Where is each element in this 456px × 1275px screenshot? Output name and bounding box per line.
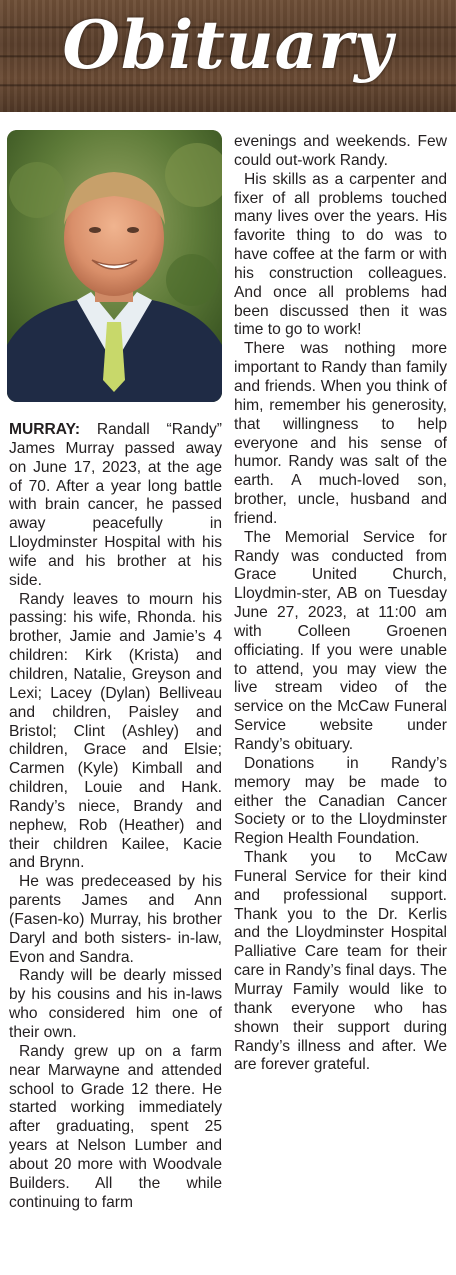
portrait-photo bbox=[7, 130, 222, 402]
portrait-illustration bbox=[7, 130, 222, 402]
obituary-paragraph: Randy will be dearly missed by his cousins and his in-laws who considered him one of their own. bbox=[9, 967, 222, 1041]
obituary-paragraph: The Memorial Service for Randy was conducted from Grace United Church, Lloydmin-ster, AB on Tuesday June 27, 2023, at 11:00 am with Colleen Groenen officiating. If you were unable to attend, you may view the live stream video of the service on the McCaw Funeral Service website under Randy’s obituary. bbox=[234, 528, 447, 753]
deceased-surname: MURRAY: bbox=[9, 421, 81, 438]
obituary-paragraph bbox=[9, 421, 222, 591]
obituary-paragraph: Randy leaves to mourn his passing: his wife, Rhonda. his brother, Jamie and Jamie’s 4 children: Kirk (Krista) and children, Natalie, Greyson and Lexi; Lacey (Dylan) Belliveau and children, Paisley and Bristol; Clint (Ashley) and children, Grace and Elsie; Carmen (Kyle) Kimball and children, Louie and Hank. Randy’s niece, Brandy and nephew, Rob (Heather) and their children Kailee, Kacie and Brynn. bbox=[9, 590, 222, 872]
obituary-paragraph: Donations in Randy’s memory may be made to either the Canadian Cancer Society or to the Lloydminster Region Health Foundation. bbox=[234, 754, 447, 848]
obituary-paragraph: evenings and weekends. Few could out-work Randy. bbox=[234, 133, 447, 169]
paragraph-text: Randall “Randy” James Murray passed away on June 17, 2023, at the age of 70. After a year long battle with brain cancer, he passed away peacefully in Lloydminster Hospital with his wife and his brother at his side. bbox=[9, 421, 222, 589]
obituary-paragraph: Randy grew up on a farm near Marwayne and attended school to Grade 12 there. He started working immediately after graduating, spent 25 years at Nelson Lumber and about 20 more with Woodvale Builders. All the while continuing to farm bbox=[9, 1042, 222, 1211]
obituary-left-column bbox=[9, 421, 222, 1212]
banner-title: Obituary bbox=[62, 6, 394, 84]
obituary-paragraph: He was predeceased by his parents James and Ann (Fasen-ko) Murray, his brother Daryl and both sisters- in-law, Evon and Sandra. bbox=[9, 873, 222, 966]
obituary-right-column bbox=[234, 133, 447, 1075]
obituary-banner bbox=[0, 0, 456, 112]
obituary-paragraph: There was nothing more important to Randy than family and friends. When you think of him, remember his generosity, that willingness to help everyone and his sense of humor. Randy was salt of the earth. A much-loved son, brother, uncle, husband and friend. bbox=[234, 340, 447, 527]
obituary-paragraph: Thank you to McCaw Funeral Service for their kind and professional support. Thank you to the Dr. Kerlis and the Lloydminster Hospital Palliative Care team for their care in Randy’s final days. The Murray Family would like to thank everyone who has shown their support during Randy’s illness and after. We are forever grateful. bbox=[234, 849, 447, 1074]
obituary-paragraph: His skills as a carpenter and fixer of all problems touched many lives over the years. His favorite thing to do was to have coffee at the farm or with his construction colleagues. And once all problems had been discussed then it was time to go to work! bbox=[234, 170, 447, 339]
